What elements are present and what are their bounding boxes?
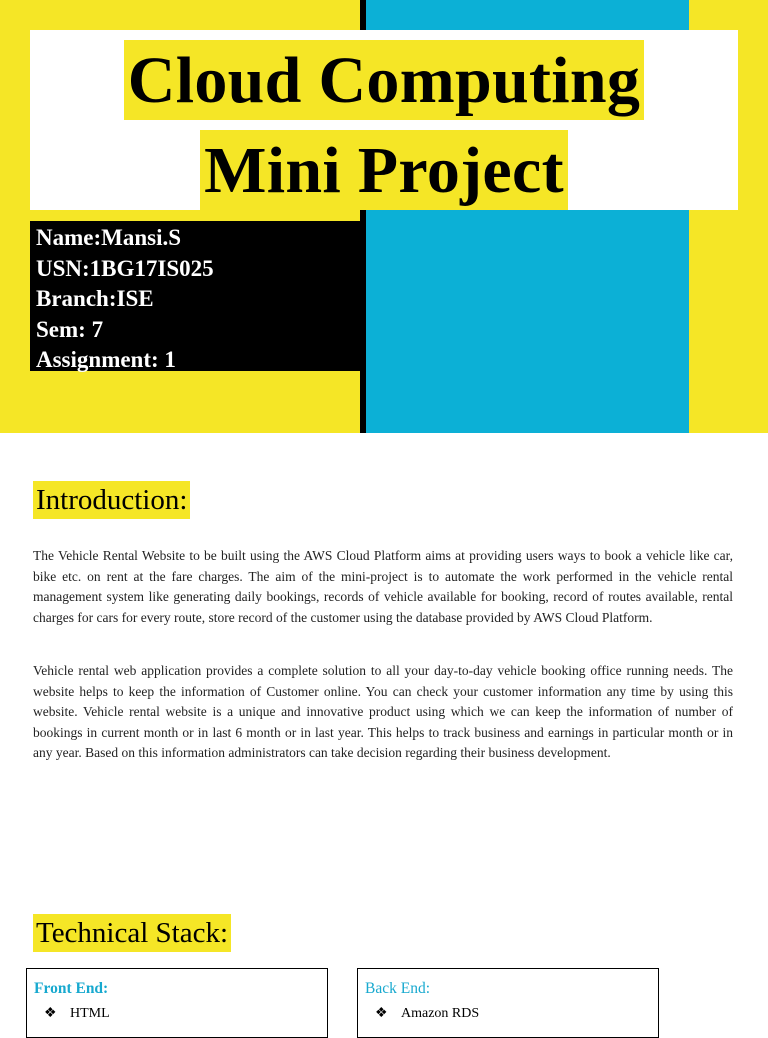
student-assignment: Assignment: 1 (36, 347, 176, 372)
back-end-item-label: Amazon RDS (401, 1005, 480, 1021)
student-sem: Sem: 7 (36, 316, 104, 342)
diamond-bullet-icon: ❖ (375, 1006, 388, 1021)
back-end-box (357, 968, 659, 1038)
front-end-title: Front End: (34, 980, 109, 997)
student-info-box (30, 221, 360, 371)
introduction-heading: Introduction: (33, 481, 190, 519)
title-box (30, 30, 738, 210)
diamond-bullet-icon: ❖ (44, 1006, 57, 1021)
introduction-paragraph-1: The Vehicle Rental Website to be built using the AWS Cloud Platform aims at providing users ways to book a vehicle like car, bike etc. on rent at the fare charges. The aim of the mini-project is to automate the work performed in the vehicle rental management system like generating daily bookings, records of vehicle available for booking, record of routes available, rental charges for cars for every route, store record of the customer using the database provided by AWS Cloud Platform. (33, 548, 733, 625)
student-usn: USN:1BG17IS025 (36, 255, 214, 281)
introduction-paragraph-2: Vehicle rental web application provides a complete solution to all your day-to-day vehicle booking office running needs. The website helps to keep the information of Customer online. You can check your customer information any time by using this website. Vehicle rental website is a unique and innovative product using which we can keep the information of number of bookings in current month or in last 6 month or in last year. This helps to track business and earnings in particular month or in any year. Based on this information administrators can take decision regarding their business development. (33, 663, 733, 761)
technical-stack-heading: Technical Stack: (33, 914, 231, 952)
title-line-1: Cloud Computing (124, 40, 645, 120)
front-end-item (34, 1005, 327, 1022)
student-branch: Branch:ISE (36, 286, 154, 311)
back-end-item (365, 1005, 658, 1022)
back-end-title: Back End: (365, 980, 430, 997)
student-name: Name:Mansi.S (36, 225, 182, 250)
front-end-item-label: HTML (70, 1005, 110, 1021)
title-line-2: Mini Project (200, 130, 568, 210)
front-end-box (26, 968, 328, 1038)
